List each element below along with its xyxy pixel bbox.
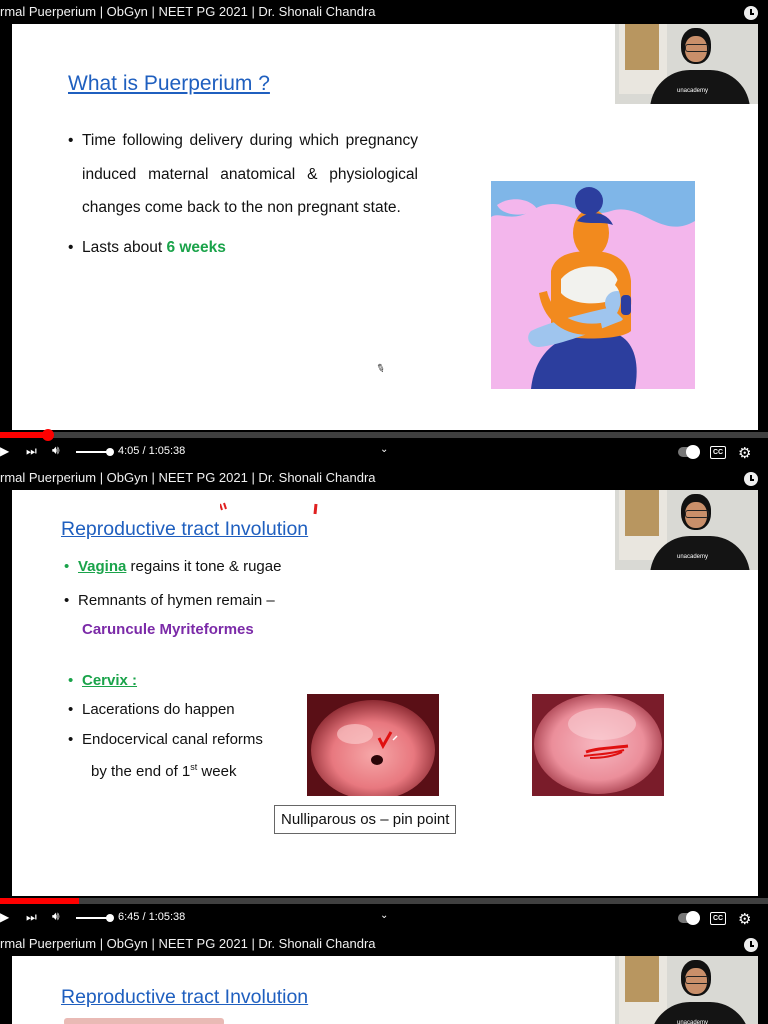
bullet-vagina: • Vagina regains it tone & rugae xyxy=(64,558,282,575)
instructor-webcam xyxy=(615,956,758,1024)
player-controls xyxy=(0,440,768,464)
seek-bar-played xyxy=(0,898,79,904)
video-player-frame-2[interactable] xyxy=(0,466,768,932)
volume-slider[interactable] xyxy=(76,451,110,453)
bullet-dot-icon: • xyxy=(68,238,74,256)
slide-body xyxy=(68,124,418,264)
volume-icon[interactable]: 🔊︎ xyxy=(52,909,60,923)
autoplay-toggle[interactable] xyxy=(678,913,700,923)
chevron-down-icon[interactable]: ⌄ xyxy=(380,910,389,921)
bullet-dot-icon: • xyxy=(68,132,74,149)
annotation-pen-icon: ✎ xyxy=(374,361,387,377)
bullet-dot-icon: • xyxy=(64,558,70,575)
bullet-endocervical-continued: by the end of 1st week xyxy=(91,762,237,780)
nulliparous-cervix-photo xyxy=(307,694,439,796)
bullet-dot-icon: • xyxy=(64,592,70,609)
instructor-webcam xyxy=(615,490,758,570)
instructor-webcam xyxy=(615,24,758,104)
bullet-duration: • Lasts about 6 weeks xyxy=(68,231,418,265)
seek-bar[interactable] xyxy=(0,432,768,438)
timecode: 4:05 / 1:05:38 xyxy=(118,445,186,457)
autoplay-toggle[interactable] xyxy=(678,447,700,457)
video-title: rmal Puerperium | ObGyn | NEET PG 2021 | Dr. Shonali Chandra xyxy=(0,936,376,951)
bullet-dot-icon: • xyxy=(68,731,74,748)
video-title: rmal Puerperium | ObGyn | NEET PG 2021 | Dr. Shonali Chandra xyxy=(0,4,376,19)
play-icon[interactable]: ▶ xyxy=(0,444,10,458)
video-player-frame-1[interactable] xyxy=(0,0,768,466)
captions-icon[interactable]: CC xyxy=(710,912,726,925)
bullet-dot-icon: • xyxy=(68,672,74,689)
bullet-hymen: • Remnants of hymen remain – xyxy=(64,592,275,609)
gear-icon[interactable]: ⚙ xyxy=(738,911,752,928)
parous-cervix-photo xyxy=(532,694,664,796)
bullet-lacerations: • Lacerations do happen xyxy=(68,701,235,718)
video-title-bar xyxy=(0,932,768,956)
video-title: rmal Puerperium | ObGyn | NEET PG 2021 | Dr. Shonali Chandra xyxy=(0,470,376,485)
shirt-logo: unacademy xyxy=(677,1020,709,1024)
bullet-definition: • Time following delivery during which pregnancy induced maternal anatomical & physiological changes come back to the non pregnant state. xyxy=(68,124,418,225)
gear-icon[interactable]: ⚙ xyxy=(738,445,752,462)
bullet-dot-icon: • xyxy=(68,701,74,718)
watch-later-icon[interactable] xyxy=(744,6,758,20)
player-controls xyxy=(0,906,768,930)
next-icon[interactable]: ⏭ xyxy=(26,910,37,924)
duration-highlight: 6 weeks xyxy=(166,238,226,256)
slide-title: Reproductive tract Involution xyxy=(61,518,309,540)
image-caption: Nulliparous os – pin point xyxy=(274,805,456,834)
cut-off-text xyxy=(64,1018,224,1024)
bullet-endocervical: • Endocervical canal reforms xyxy=(68,731,263,748)
chevron-down-icon[interactable]: ⌄ xyxy=(380,444,389,455)
caruncule-highlight: Caruncule Myriteformes xyxy=(82,621,254,638)
red-annotation-marks xyxy=(220,502,330,522)
breastfeeding-mother-illustration xyxy=(491,181,695,389)
volume-handle[interactable] xyxy=(106,914,114,922)
bullet-cervix: • Cervix : xyxy=(68,672,138,689)
video-player-frame-3[interactable] xyxy=(0,932,768,1024)
slide-title: Reproductive tract Involution xyxy=(61,986,309,1008)
video-title-bar xyxy=(0,0,768,24)
next-icon[interactable]: ⏭ xyxy=(26,444,37,458)
seek-bar-played xyxy=(0,432,48,438)
timecode: 6:45 / 1:05:38 xyxy=(118,911,186,923)
seek-bar[interactable] xyxy=(0,898,768,904)
volume-handle[interactable] xyxy=(106,448,114,456)
shirt-logo: unacademy xyxy=(677,554,709,560)
volume-icon[interactable]: 🔊︎ xyxy=(52,443,60,457)
video-title-bar xyxy=(0,466,768,490)
slide-title: What is Puerperium ? xyxy=(68,72,270,95)
play-icon[interactable]: ▶ xyxy=(0,910,10,924)
watch-later-icon[interactable] xyxy=(744,472,758,486)
captions-icon[interactable]: CC xyxy=(710,446,726,459)
volume-slider[interactable] xyxy=(76,917,110,919)
watch-later-icon[interactable] xyxy=(744,938,758,952)
shirt-logo: unacademy xyxy=(677,88,709,94)
